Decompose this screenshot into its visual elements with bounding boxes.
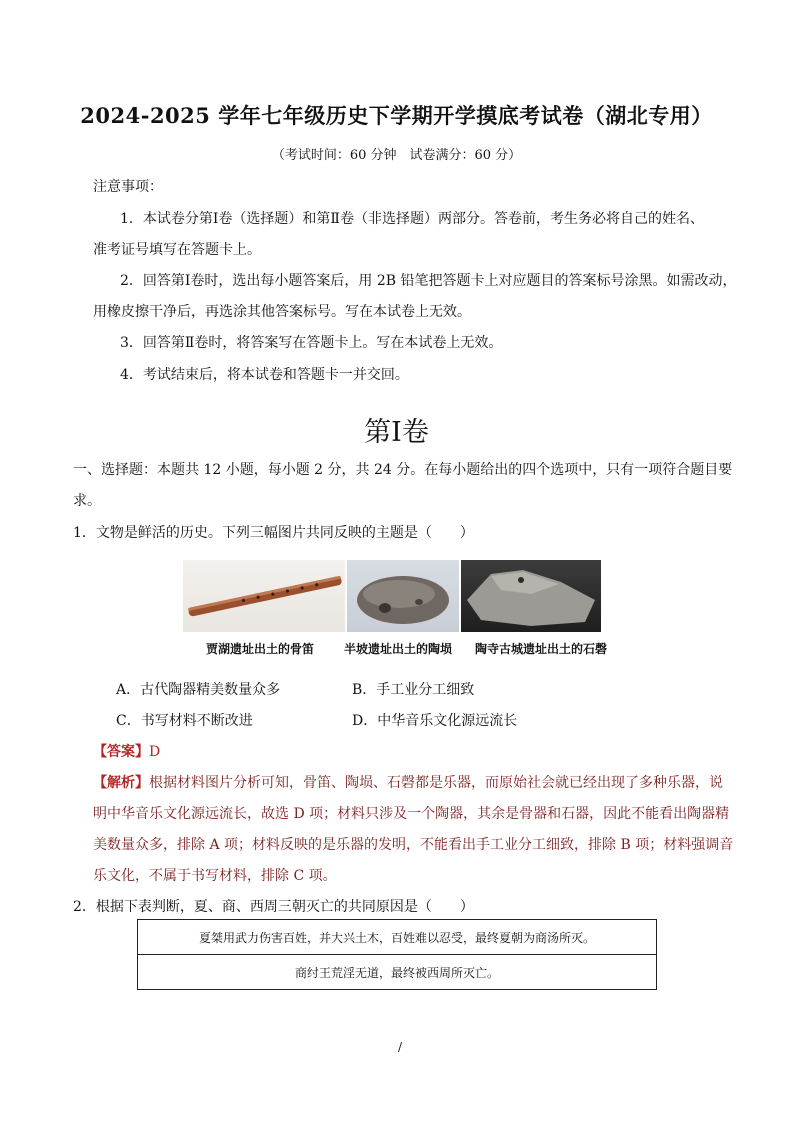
answer-label: 【答案】 <box>93 744 149 760</box>
question-1-analysis-line-3: 美数量众多，排除 A 项；材料反映的是乐器的发明，不能看出手工业分工细致，排除 B 项；材料强调音 <box>93 837 734 853</box>
figure-caption-2: 半坡遗址出土的陶埙 <box>344 642 453 656</box>
question-1-analysis-line-1 <box>93 772 723 792</box>
notes-heading: 注意事项： <box>93 179 163 195</box>
analysis-text-1: 根据材料图片分析可知，骨笛、陶埙、石磬都是乐器，而原始社会就已经出现了多种乐器，说 <box>149 775 723 791</box>
table-cell: 商纣王荒淫无道，最终被西周所灭亡。 <box>138 955 657 990</box>
table-row <box>138 920 657 955</box>
section-instruction-line-1: 一、选择题：本题共 12 小题，每小题 2 分，共 24 分。在每小题给出的四个选项中，只有一项符合题目要 <box>73 462 733 478</box>
question-1-figure <box>183 560 601 632</box>
section-title: 第Ⅰ卷 <box>364 417 429 448</box>
note-item-4: 4．考试结束后，将本试卷和答题卡一并交回。 <box>120 367 409 383</box>
question-2-table <box>137 919 657 990</box>
note-item-1-line-2: 准考证号填写在答题卡上。 <box>93 242 261 258</box>
question-1-option-a: A．古代陶器精美数量众多 <box>116 682 281 698</box>
question-1-option-c: C．书写材料不断改进 <box>116 713 253 729</box>
question-1-analysis-line-4: 乐文化，不属于书写材料，排除 C 项。 <box>93 868 337 884</box>
question-1-analysis-line-2: 明中华音乐文化源远流长，故选 D 项；材料只涉及一个陶器，其余是骨器和石器，因此不能看出陶器精 <box>93 806 730 822</box>
question-1-answer <box>93 741 160 761</box>
table-row <box>138 955 657 990</box>
question-1-stem: 1．文物是鲜活的历史。下列三幅图片共同反映的主题是（ ） <box>73 525 474 541</box>
answer-value: D <box>149 744 161 760</box>
exam-title: 2024-2025 学年七年级历史下学期开学摸底考试卷（湖北专用） <box>80 103 713 128</box>
question-1-option-b: B．手工业分工细致 <box>352 682 475 698</box>
note-item-1-line-1: 1．本试卷分第Ⅰ卷（选择题）和第Ⅱ卷（非选择题）两部分。答卷前，考生务必将自己的姓名、 <box>120 211 704 227</box>
figure-caption-1: 贾湖遗址出土的骨笛 <box>206 642 315 656</box>
exam-subtitle: （考试时间：60 分钟 试卷满分：60 分） <box>271 148 522 163</box>
section-instruction-line-2: 求。 <box>73 493 101 509</box>
table-cell: 夏桀用武力伤害百姓，并大兴土木，百姓难以忍受，最终夏朝为商汤所灭。 <box>138 920 657 955</box>
page-number: / <box>398 1040 403 1054</box>
figure-caption-3: 陶寺古城遗址出土的石磬 <box>475 642 608 656</box>
pottery-xun-image <box>347 560 459 632</box>
stone-chime-image <box>461 560 601 632</box>
bone-flute-image <box>183 560 345 632</box>
question-1-option-d: D．中华音乐文化源远流长 <box>352 713 518 729</box>
note-item-3: 3．回答第Ⅱ卷时，将答案写在答题卡上。写在本试卷上无效。 <box>120 335 503 351</box>
question-2-stem: 2．根据下表判断，夏、商、西周三朝灭亡的共同原因是（ ） <box>73 899 474 915</box>
note-item-2-line-2: 用橡皮擦干净后，再选涂其他答案标号。写在本试卷上无效。 <box>93 304 471 320</box>
note-item-2-line-1: 2．回答第Ⅰ卷时，选出每小题答案后，用 2B 铅笔把答题卡上对应题目的答案标号涂黑。如需改动， <box>120 273 737 289</box>
analysis-label: 【解析】 <box>93 775 149 791</box>
